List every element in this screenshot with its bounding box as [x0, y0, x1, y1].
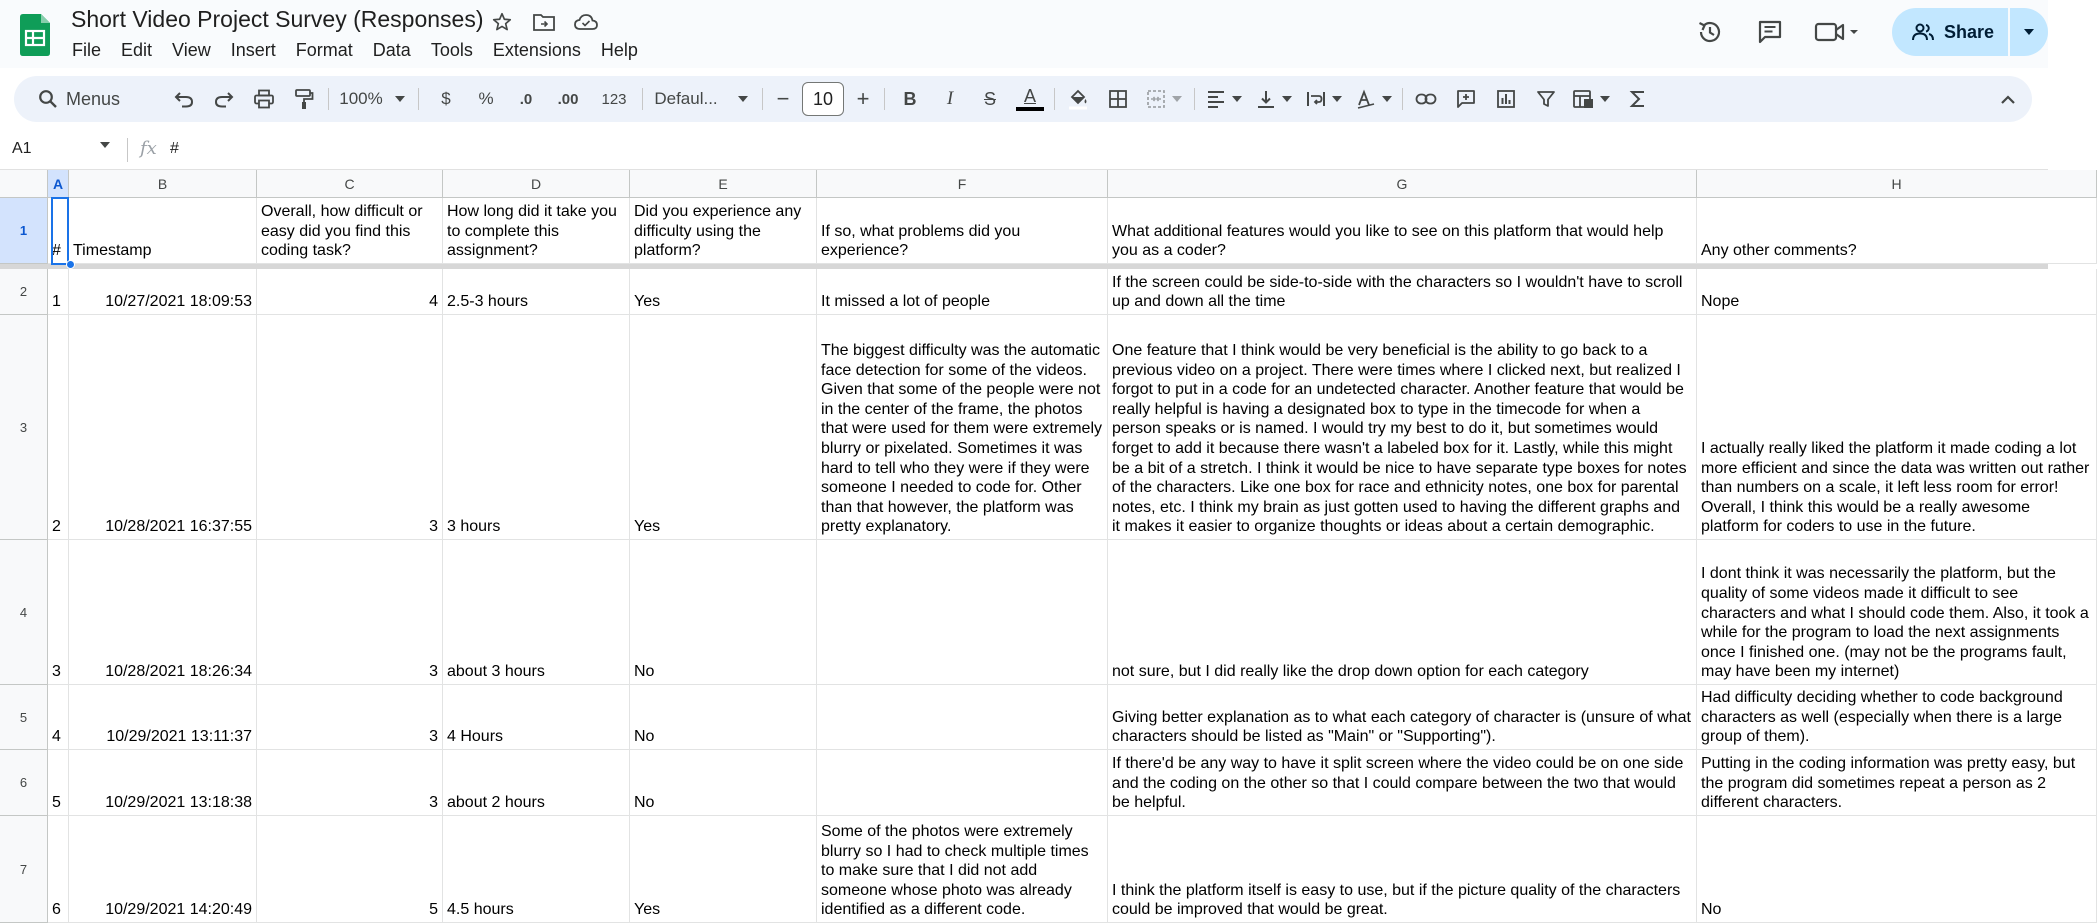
paint-format-button[interactable]: [284, 76, 324, 122]
font-family-value: Defaul...: [654, 89, 718, 108]
cell[interactable]: [1697, 816, 2097, 923]
cell[interactable]: [443, 315, 630, 540]
cell[interactable]: [443, 750, 630, 816]
cell-text: 3: [429, 518, 438, 536]
redo-icon: [214, 90, 234, 108]
bold-glyph: B: [903, 88, 917, 109]
filter-views-button[interactable]: [1566, 76, 1616, 122]
currency-format-button[interactable]: [426, 76, 466, 122]
cell-text: 4: [429, 293, 438, 311]
cell-text: No: [1701, 901, 1722, 919]
share-button[interactable]: [1892, 8, 2008, 56]
strikethrough-glyph: S: [983, 88, 996, 109]
italic-glyph: I: [946, 88, 954, 109]
create-filter-button[interactable]: [1526, 76, 1566, 122]
cell-text: Yes: [634, 518, 661, 536]
column-header-c[interactable]: C: [257, 170, 443, 198]
more-formats-button[interactable]: [592, 76, 636, 122]
cell[interactable]: [1108, 198, 1697, 264]
cell[interactable]: [1697, 750, 2097, 816]
menu-edit[interactable]: Edit: [121, 40, 153, 60]
active-cell-selection: [51, 197, 69, 265]
decrease-decimal-button[interactable]: [506, 76, 546, 122]
formula-bar: [0, 130, 2048, 170]
menu-tools[interactable]: Tools: [430, 40, 473, 60]
column-header-g[interactable]: G: [1108, 170, 1697, 198]
cell-text: 10/29/2021 13:18:38: [105, 794, 252, 812]
undo-button[interactable]: [164, 76, 204, 122]
menu-bar: [62, 38, 648, 63]
row-header[interactable]: 5: [0, 685, 48, 750]
caret-down-icon: [395, 96, 405, 102]
cell-text: Yes: [634, 901, 661, 919]
bold-button[interactable]: [890, 76, 930, 122]
cell-text: Some of the photos were extremely blurry so I had to check multiple times to make sure that I did not add someone whose photo was already identified as a different code.: [821, 823, 1089, 919]
title-bar: [0, 0, 2048, 68]
cell-text: No: [634, 728, 655, 746]
fill-handle[interactable]: [66, 260, 75, 269]
italic-button[interactable]: [930, 76, 970, 122]
text-wrap-icon: [1306, 89, 1326, 109]
menu-help[interactable]: Help: [600, 40, 638, 60]
cell-text: Any other comments?: [1701, 242, 1857, 260]
cell[interactable]: [1108, 315, 1697, 540]
cell[interactable]: [48, 315, 69, 540]
document-title[interactable]: Short Video Project Survey (Responses): [71, 6, 484, 32]
cell-text: 1: [52, 293, 61, 311]
cell[interactable]: [69, 540, 257, 685]
borders-button[interactable]: [1098, 76, 1138, 122]
sheets-logo-icon[interactable]: [20, 14, 50, 56]
caret-down-icon: [1600, 96, 1610, 102]
link-icon: [1415, 93, 1437, 105]
share-options-button[interactable]: [2010, 8, 2048, 56]
cell[interactable]: [69, 816, 257, 923]
align-left-icon: [1206, 90, 1226, 108]
menu-insert[interactable]: Insert: [230, 40, 276, 60]
cell[interactable]: [257, 315, 443, 540]
increase-decimal-button[interactable]: [546, 76, 590, 122]
text-rotation-button[interactable]: [1350, 76, 1398, 122]
cell-text: 2.5-3 hours: [447, 293, 528, 311]
font-size-input[interactable]: 10: [802, 82, 844, 116]
text-wrapping-button[interactable]: [1300, 76, 1348, 122]
percent-glyph: %: [478, 89, 494, 108]
cell-text: 6: [52, 901, 61, 919]
sigma-icon: [1630, 90, 1646, 108]
menu-data[interactable]: Data: [372, 40, 411, 60]
cell[interactable]: [817, 750, 1108, 816]
cell-text: 5: [52, 794, 61, 812]
cell-text: Giving better explanation as to what each category of character is (unsure of what characters should be listed as "Main" or "Supporting").: [1112, 708, 1691, 746]
cell-text: about 3 hours: [447, 663, 545, 681]
cell-text: 3: [52, 663, 61, 681]
font-family-select[interactable]: [646, 76, 756, 122]
text-color-glyph: A: [1023, 86, 1036, 106]
cell[interactable]: [257, 540, 443, 685]
cell[interactable]: [257, 816, 443, 923]
cell[interactable]: [69, 750, 257, 816]
increase-decimal-glyph: .00: [557, 90, 579, 108]
cell-text: #: [52, 242, 61, 260]
spreadsheet-grid: [0, 170, 2090, 923]
cell-text: Overall, how difficult or easy did you find this coding task?: [261, 203, 423, 260]
cell[interactable]: [443, 198, 630, 264]
cell-text: If the screen could be side-to-side with the characters so I wouldn't have to scroll up and down all the time: [1112, 273, 1683, 311]
cell-text: I dont think it was necessarily the platform, but the quality of some videos made it difficult to see characters and what I should code them. Also, it took a while for the program to load the next assignments once I finished one. (may not be the programs fault, may have been my internet): [1701, 565, 2089, 681]
cell-text: 10/27/2021 18:09:53: [105, 293, 252, 311]
cell[interactable]: [1108, 685, 1697, 750]
cell[interactable]: [1108, 269, 1697, 315]
strikethrough-button[interactable]: [970, 76, 1010, 122]
cell[interactable]: [443, 540, 630, 685]
cell-text: 4.5 hours: [447, 901, 514, 919]
column-header-d[interactable]: D: [443, 170, 630, 198]
menu-file[interactable]: File: [72, 40, 102, 60]
chart-icon: [1496, 89, 1516, 109]
caret-down-icon: [1332, 96, 1342, 102]
cell[interactable]: [1697, 198, 2097, 264]
cloud-status-icon[interactable]: [570, 8, 602, 36]
cell[interactable]: [817, 816, 1108, 923]
cell[interactable]: [630, 315, 817, 540]
cell-text: How long did it take you to complete this assignment?: [447, 203, 617, 260]
zoom-select[interactable]: [332, 76, 412, 122]
menu-format[interactable]: Format: [295, 40, 353, 60]
comments-icon[interactable]: [1748, 10, 1792, 54]
insert-link-button[interactable]: [1406, 76, 1446, 122]
cell-text: 2: [52, 518, 61, 536]
row-header[interactable]: 1: [0, 198, 48, 264]
cell[interactable]: [1108, 750, 1697, 816]
cell-text: No: [634, 794, 655, 812]
cell-text: 3: [429, 663, 438, 681]
move-folder-icon[interactable]: [528, 8, 560, 36]
horizontal-align-button[interactable]: [1200, 76, 1248, 122]
cell[interactable]: [630, 198, 817, 264]
cell-text: 3 hours: [447, 518, 501, 536]
align-bottom-icon: [1256, 89, 1276, 109]
name-box[interactable]: A1: [12, 140, 32, 157]
cell[interactable]: [48, 750, 69, 816]
add-comment-icon: [1456, 89, 1476, 109]
cell[interactable]: [817, 269, 1108, 315]
cell[interactable]: [257, 685, 443, 750]
toolbar: [14, 76, 2032, 122]
cell[interactable]: [48, 269, 69, 315]
cell[interactable]: [1108, 540, 1697, 685]
cell-text: 4: [52, 728, 61, 746]
caret-down-icon: [1382, 96, 1392, 102]
fill-color-button[interactable]: [1058, 76, 1098, 122]
currency-glyph: $: [441, 89, 451, 108]
text-rotation-icon: [1356, 89, 1376, 109]
cell[interactable]: [1697, 315, 2097, 540]
cell[interactable]: [69, 685, 257, 750]
cell-text: Did you experience any difficulty using the platform?: [634, 203, 802, 260]
text-color-button[interactable]: [1010, 76, 1050, 122]
merge-cells-button[interactable]: [1138, 76, 1190, 122]
cell[interactable]: [257, 269, 443, 315]
cell-text: The biggest difficulty was the automatic face detection for some of the videos. Given that some of the people were not in the center of the frame, the photos that were used for them were extremely blurry or pixelated. Sometimes it was hard to tell who they were if they were someone I needed to code for. Other than that however, the platform was pretty explanatory.: [821, 342, 1103, 536]
cell-text: 5: [429, 901, 438, 919]
search-menus-button[interactable]: [24, 80, 162, 118]
row-header[interactable]: 6: [0, 750, 48, 816]
caret-down-icon: [1172, 96, 1182, 102]
borders-icon: [1108, 89, 1128, 109]
cell-text: I think the platform itself is easy to use, but if the picture quality of the characters could be improved that would be great.: [1112, 881, 1681, 919]
search-icon: [38, 89, 58, 109]
cell-text: about 2 hours: [447, 794, 545, 812]
cell-text: 4 Hours: [447, 728, 504, 746]
select-all-corner[interactable]: [0, 170, 48, 198]
table-view-icon: [1572, 89, 1594, 109]
cell[interactable]: [630, 269, 817, 315]
cell-text: Had difficulty deciding whether to code background characters as well (especially when there is a large group of them).: [1701, 689, 2063, 746]
fill-color-icon: [1067, 88, 1089, 110]
caret-down-icon: [2023, 28, 2035, 36]
zoom-value: 100%: [339, 89, 383, 108]
cell[interactable]: [257, 750, 443, 816]
redo-button[interactable]: [204, 76, 244, 122]
plus-glyph: +: [856, 86, 870, 111]
cell-text: 3: [429, 794, 438, 812]
search-menus-label: Menus: [66, 88, 121, 109]
cell-text: Putting in the coding information was pretty easy, but the program did sometimes repeat a person as 2 different characters.: [1701, 755, 2076, 812]
decrease-font-size-button[interactable]: [766, 76, 800, 122]
merge-cells-icon: [1146, 89, 1166, 109]
cell[interactable]: [817, 315, 1108, 540]
hide-menus-button[interactable]: [1988, 76, 2028, 122]
cell[interactable]: [1697, 685, 2097, 750]
cell[interactable]: [630, 750, 817, 816]
row-header[interactable]: 2: [0, 269, 48, 315]
row-header[interactable]: 7: [0, 816, 48, 923]
cell[interactable]: [69, 269, 257, 315]
cell-text: Nope: [1701, 293, 1740, 311]
row-header[interactable]: 3: [0, 315, 48, 540]
cell[interactable]: [630, 540, 817, 685]
cell-text: If there'd be any way to have it split screen where the video could be on one side and the coding on the other so that I could compare between the two that would be helpful.: [1112, 755, 1684, 812]
cell-text: It missed a lot of people: [821, 293, 990, 311]
row-header[interactable]: 4: [0, 540, 48, 685]
cell[interactable]: [443, 269, 630, 315]
cell-text: No: [634, 663, 655, 681]
cell[interactable]: [630, 685, 817, 750]
cell[interactable]: [817, 198, 1108, 264]
fx-icon: fx: [140, 138, 157, 159]
version-history-icon[interactable]: [1688, 10, 1732, 54]
filter-icon: [1536, 89, 1556, 109]
cell[interactable]: [443, 685, 630, 750]
paint-format-icon: [294, 88, 314, 110]
cell-text: I actually really liked the platform it made coding a lot more efficient and since the data was written out rather than numbers on a scale, it left less room for error! Overall, I think this would be a really awesome platform for coders to use in the future.: [1701, 440, 2090, 536]
star-icon[interactable]: [486, 8, 518, 36]
cell[interactable]: [48, 540, 69, 685]
cell[interactable]: [817, 540, 1108, 685]
cell[interactable]: [257, 198, 443, 264]
cell[interactable]: [630, 816, 817, 923]
cell-text: 10/28/2021 18:26:34: [105, 663, 252, 681]
print-icon: [253, 89, 275, 109]
caret-down-icon[interactable]: [100, 142, 110, 148]
print-button[interactable]: [244, 76, 284, 122]
column-header-e[interactable]: E: [630, 170, 817, 198]
cell-text: One feature that I think would be very beneficial is the ability to go back to a previous video on a project. There were times where I clicked next, but realized I forgot to put in a code for an undetected character. Another feature that would be really helpful is having a designated box to type in the timecode for when a person speaks or is named. I would try my best to do it, but sometimes would forget to add it because there wasn't a labeled box for it. Lastly, while this might be a bit of a stretch. I think it would be nice to have separate type boxes for notes of the characters. Like one box for race and ethnicity notes, one box for parental notes, etc. I think my brain as just gotten used to having the different graphs and it makes it easier to organize thoughts or ideas about a certain demographic.: [1112, 342, 1687, 536]
column-header-f[interactable]: F: [817, 170, 1108, 198]
insert-chart-button[interactable]: [1486, 76, 1526, 122]
more-formats-glyph: 123: [601, 90, 627, 108]
cell[interactable]: [1108, 816, 1697, 923]
cell-text: 10/29/2021 14:20:49: [105, 901, 252, 919]
cell-text: not sure, but I did really like the drop down option for each category: [1112, 663, 1589, 681]
caret-down-icon: [1232, 96, 1242, 102]
frozen-row-divider[interactable]: [0, 264, 2048, 269]
undo-icon: [174, 90, 194, 108]
insert-comment-button[interactable]: [1446, 76, 1486, 122]
cell[interactable]: [69, 198, 257, 264]
functions-button[interactable]: [1618, 76, 1658, 122]
column-header-a[interactable]: A: [48, 170, 69, 198]
column-header-h[interactable]: H: [1697, 170, 2097, 198]
cell-text: What additional features would you like to see on this platform that would help you as a coder?: [1112, 222, 1664, 260]
cell[interactable]: [69, 315, 257, 540]
cell-text: 10/29/2021 13:11:37: [106, 728, 252, 746]
caret-down-icon: [1282, 96, 1292, 102]
vertical-align-button[interactable]: [1250, 76, 1298, 122]
column-header-b[interactable]: B: [69, 170, 257, 198]
decrease-decimal-glyph: .0: [519, 90, 533, 108]
chevron-up-icon: [2001, 95, 2015, 104]
share-label: Share: [1943, 21, 1994, 42]
cell[interactable]: [817, 685, 1108, 750]
cell-text: 10/28/2021 16:37:55: [105, 518, 252, 536]
text-color-swatch: [1016, 107, 1044, 111]
cell[interactable]: [1697, 540, 2097, 685]
meet-video-icon[interactable]: [1808, 10, 1864, 54]
menu-view[interactable]: View: [172, 40, 211, 60]
caret-down-icon: [738, 96, 748, 102]
people-icon: [1912, 23, 1934, 41]
increase-font-size-button[interactable]: [846, 76, 880, 122]
cell[interactable]: [443, 816, 630, 923]
formula-input[interactable]: #: [170, 140, 179, 157]
cell-text: Yes: [634, 293, 661, 311]
cell-text: If so, what problems did you experience?: [821, 222, 1021, 260]
cell[interactable]: [1697, 269, 2097, 315]
minus-glyph: −: [776, 86, 790, 111]
cell-text: 3: [429, 728, 438, 746]
cell[interactable]: [48, 816, 69, 923]
cell-text: Timestamp: [73, 242, 152, 260]
cell[interactable]: [48, 685, 69, 750]
percent-format-button[interactable]: [466, 76, 506, 122]
menu-extensions[interactable]: Extensions: [492, 40, 581, 60]
